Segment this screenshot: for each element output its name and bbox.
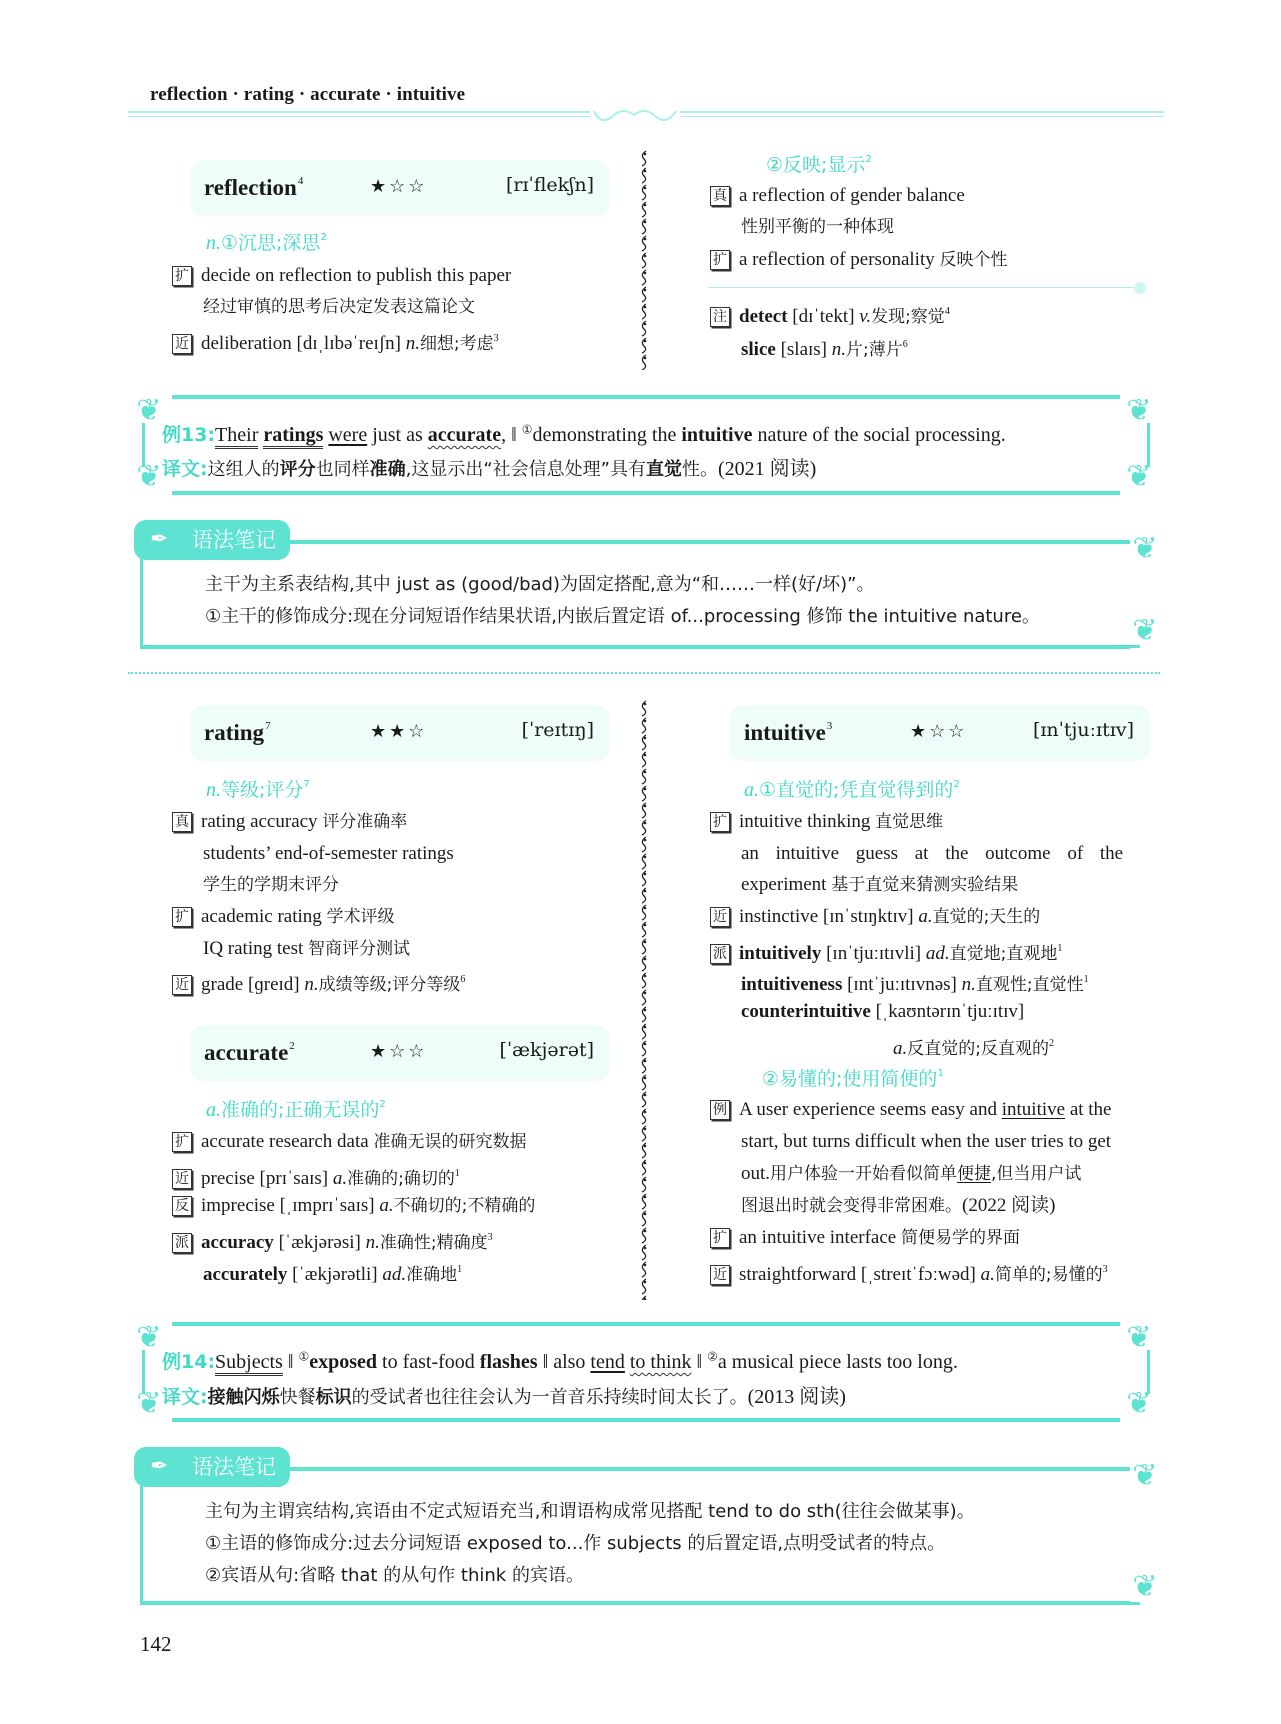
synonym-line: 近 precise [prɪˈsaɪs] a.准确的;确切的$^1$ (172, 1162, 460, 1191)
expansion-line: an intuitive guess at the outcome of the (741, 843, 1124, 864)
grammar-note-bottom-rule (140, 1601, 1130, 1605)
expansion-line: experiment 基于直觉来猜测实验结果 (741, 874, 1019, 895)
expansion-line: IQ rating test 智商评分测试 (203, 938, 411, 959)
corner-ornament-icon: ❦ (136, 459, 162, 494)
phonetic: [ˈreɪtɪŋ] (521, 719, 594, 741)
example-line: start, but turns difficult when the user tries to get (741, 1131, 1112, 1152)
example-translation: 译文:接触闪烁快餐标识的受试者也往往会认为一首音乐持续时间太长了。(2013 阅读) (162, 1386, 846, 1408)
tag-antonym-icon: 反 (172, 1196, 192, 1216)
derivative-line: intuitiveness [ɪntˈjuːɪtɪvnəs] n.直观性;直觉性$^1$ (741, 974, 1089, 995)
running-head: reflection · rating · accurate · intuitive (150, 84, 466, 105)
translation-line: 经过审慎的思考后决定发表这篇论文 (203, 297, 475, 317)
grammar-note-bottom-rule (140, 645, 1130, 649)
headword: reflection$^4$ (204, 175, 304, 200)
corner-ornament-icon: ❦ (1132, 1569, 1158, 1604)
grammar-note-tab: ✒ 语法笔记 (134, 1447, 290, 1487)
grammar-note-top-rule (290, 540, 1130, 544)
example-sentence: 例13:Their ratings were just as accurate, ‖ ①demonstrating the intuitive nature of the social processing. (162, 420, 1006, 447)
corner-ornament-icon: ❦ (1126, 393, 1152, 428)
example-line: out.用户体验一开始看似简单便捷,但当用户试 (741, 1163, 1082, 1184)
derivative-line: 派 intuitively [ɪnˈtjuːɪtɪvli] ad.直觉地;直观地$^1$ (710, 937, 1062, 966)
example-line: 图退出时就会变得非常困难。(2022 阅读) (741, 1195, 1056, 1216)
sense-1: a.准确的;正确无误的$^2$ (206, 1099, 386, 1121)
tag-note-icon: 注 (710, 307, 730, 327)
example-sentence: 例14:Subjects ‖ ①exposed to fast-food flashes ‖ also tend to think ‖ ②a musical piece lasts too long. (162, 1347, 958, 1374)
difficulty-stars: ★☆☆ (370, 176, 428, 196)
corner-ornament-icon: ❦ (1126, 1320, 1152, 1355)
expansion-line: 扩 an intuitive interface 简便易学的界面 (710, 1226, 1020, 1250)
difficulty-stars: ★★☆ (370, 721, 428, 741)
example-translation: 译文:这组人的评分也同样准确,这显示出“社会信息处理”具有直觉性。(2021 阅读) (162, 458, 817, 480)
tag-derivative-icon: 派 (172, 1233, 192, 1253)
tag-expand-icon: 扩 (710, 250, 730, 270)
tag-synonym-icon: 近 (172, 1169, 192, 1189)
sense-1: a.①直觉的;凭直觉得到的$^2$ (744, 779, 960, 801)
grammar-note-line: 主句为主谓宾结构,宾语由不定式短语充当,和谓语构成常见搭配 tend to do sth(往往会做某事)。 (205, 1501, 975, 1522)
tag-derivative-icon: 派 (710, 944, 730, 964)
tag-real-icon: 真 (710, 186, 730, 206)
tag-expand-icon: 扩 (172, 266, 192, 286)
sense-1: n.等级;评分$^7$ (206, 779, 310, 801)
headword: intuitive$^3$ (744, 720, 833, 745)
tag-expand-icon: 扩 (172, 1132, 192, 1152)
grammar-note-line: 主干为主系表结构,其中 just as (good/bad)为固定搭配,意为“和……一样(好/坏)”。 (205, 574, 875, 595)
grammar-note-line: ②宾语从句:省略 that 的从句作 think 的宾语。 (205, 1565, 584, 1586)
column-divider (637, 700, 651, 1300)
tag-synonym-icon: 近 (710, 1265, 730, 1285)
translation-line: 学生的学期末评分 (203, 875, 339, 895)
grammar-note-line: ①主语的修饰成分:过去分词短语 exposed to...作 subjects 的后置定语,点明受试者的特点。 (205, 1533, 946, 1554)
word-card-accurate (190, 1025, 610, 1081)
synonym-line: 近 deliberation [dɪˌlɪbəˈreɪʃn] n.细想;考虑$^3$ (172, 327, 499, 356)
tag-expand-icon: 扩 (710, 812, 730, 832)
corner-ornament-icon: ❦ (136, 393, 162, 428)
headword: rating$^7$ (204, 720, 271, 745)
antonym-line: 反 imprecise [ˌɪmprɪˈsaɪs] a.不确切的;不精确的 (172, 1194, 535, 1218)
headword: accurate$^2$ (204, 1040, 295, 1065)
tag-real-icon: 真 (172, 812, 192, 832)
corner-ornament-icon: ❦ (136, 1320, 162, 1355)
column-divider (637, 150, 651, 370)
grammar-note-top-rule (290, 1467, 1130, 1471)
note-line: 注 detect [dɪˈtekt] v.发现;察觉$^4$ (710, 300, 950, 329)
synonym-line: 近 instinctive [ɪnˈstɪŋktɪv] a.直觉的;天生的 (710, 905, 1040, 929)
difficulty-stars: ★☆☆ (910, 721, 968, 741)
word-card-reflection (190, 160, 610, 216)
translation-line: 性别平衡的一种体现 (741, 217, 894, 237)
real-exam-line: 真 a reflection of gender balance (710, 184, 965, 208)
sense-2: ②反映;显示$^2$ (766, 154, 872, 176)
expansion-line: 扩 a reflection of personality 反映个性 (710, 248, 1007, 272)
word-card-rating (190, 705, 610, 761)
pen-icon: ✒ (150, 527, 169, 552)
tag-expand-icon: 扩 (710, 1228, 730, 1248)
derivative-line: counterintuitive [ˌkaʊntərɪnˈtjuːɪtɪv] (741, 1001, 1025, 1022)
section-divider (128, 672, 1160, 674)
corner-ornament-icon: ❦ (136, 1386, 162, 1421)
synonym-line: 近 straightforward [ˌstreɪtˈfɔːwəd] a.简单的;易懂的$^3$ (710, 1258, 1108, 1287)
note-divider (708, 287, 1136, 288)
page-number: 142 (140, 1632, 172, 1656)
header-ornament-icon (590, 105, 680, 125)
tag-synonym-icon: 近 (172, 334, 192, 354)
corner-ornament-icon: ❦ (1132, 613, 1158, 648)
sense-2: ②易懂的;使用简便的$^1$ (762, 1068, 944, 1090)
expansion-line: 扩 decide on reflection to publish this paper (172, 264, 511, 288)
tag-example-icon: 例 (710, 1100, 730, 1120)
phonetic: [rɪˈflekʃn] (505, 174, 594, 196)
corner-ornament-icon: ❦ (1126, 459, 1152, 494)
tag-expand-icon: 扩 (172, 907, 192, 927)
example-line: students’ end-of-semester ratings (203, 843, 454, 864)
expansion-line: 扩 accurate research data 准确无误的研究数据 (172, 1130, 526, 1154)
pen-icon: ✒ (150, 1454, 169, 1479)
word-card-intuitive (730, 705, 1150, 761)
expansion-line: 扩 academic rating 学术评级 (172, 905, 395, 929)
expansion-line: 扩 intuitive thinking 直觉思维 (710, 810, 943, 834)
note-line: slice [slaɪs] n.片;薄片$^6$ (741, 339, 908, 360)
divider-dot-icon (1134, 282, 1146, 294)
corner-ornament-icon: ❦ (1132, 1458, 1158, 1493)
example-line: 例 A user experience seems easy and intuitive at the (710, 1098, 1112, 1122)
derivative-line: 派 accuracy [ˈækjərəsi] n.准确性;精确度$^3$ (172, 1226, 493, 1255)
grammar-note-line: ①主干的修饰成分:现在分词短语作结果状语,内嵌后置定语 of...processing 修饰 the intuitive nature。 (205, 606, 1040, 627)
grammar-note-tab: ✒ 语法笔记 (134, 520, 290, 560)
derivative-line: accurately [ˈækjərətli] ad.准确地$^1$ (203, 1264, 463, 1285)
real-exam-line: 真 rating accuracy 评分准确率 (172, 810, 407, 834)
sense-1: n.①沉思;深思$^2$ (206, 232, 327, 254)
corner-ornament-icon: ❦ (1126, 1386, 1152, 1421)
phonetic: [ɪnˈtjuːɪtɪv] (1032, 719, 1134, 741)
phonetic: [ˈækjərət] (499, 1039, 594, 1061)
corner-ornament-icon: ❦ (1132, 531, 1158, 566)
tag-synonym-icon: 近 (710, 907, 730, 927)
difficulty-stars: ★☆☆ (370, 1041, 428, 1061)
tag-synonym-icon: 近 (172, 975, 192, 995)
derivative-line: a.反直觉的;反直观的$^2$ (893, 1038, 1054, 1059)
synonym-line: 近 grade [ɡreɪd] n.成绩等级;评分等级$^6$ (172, 968, 465, 997)
